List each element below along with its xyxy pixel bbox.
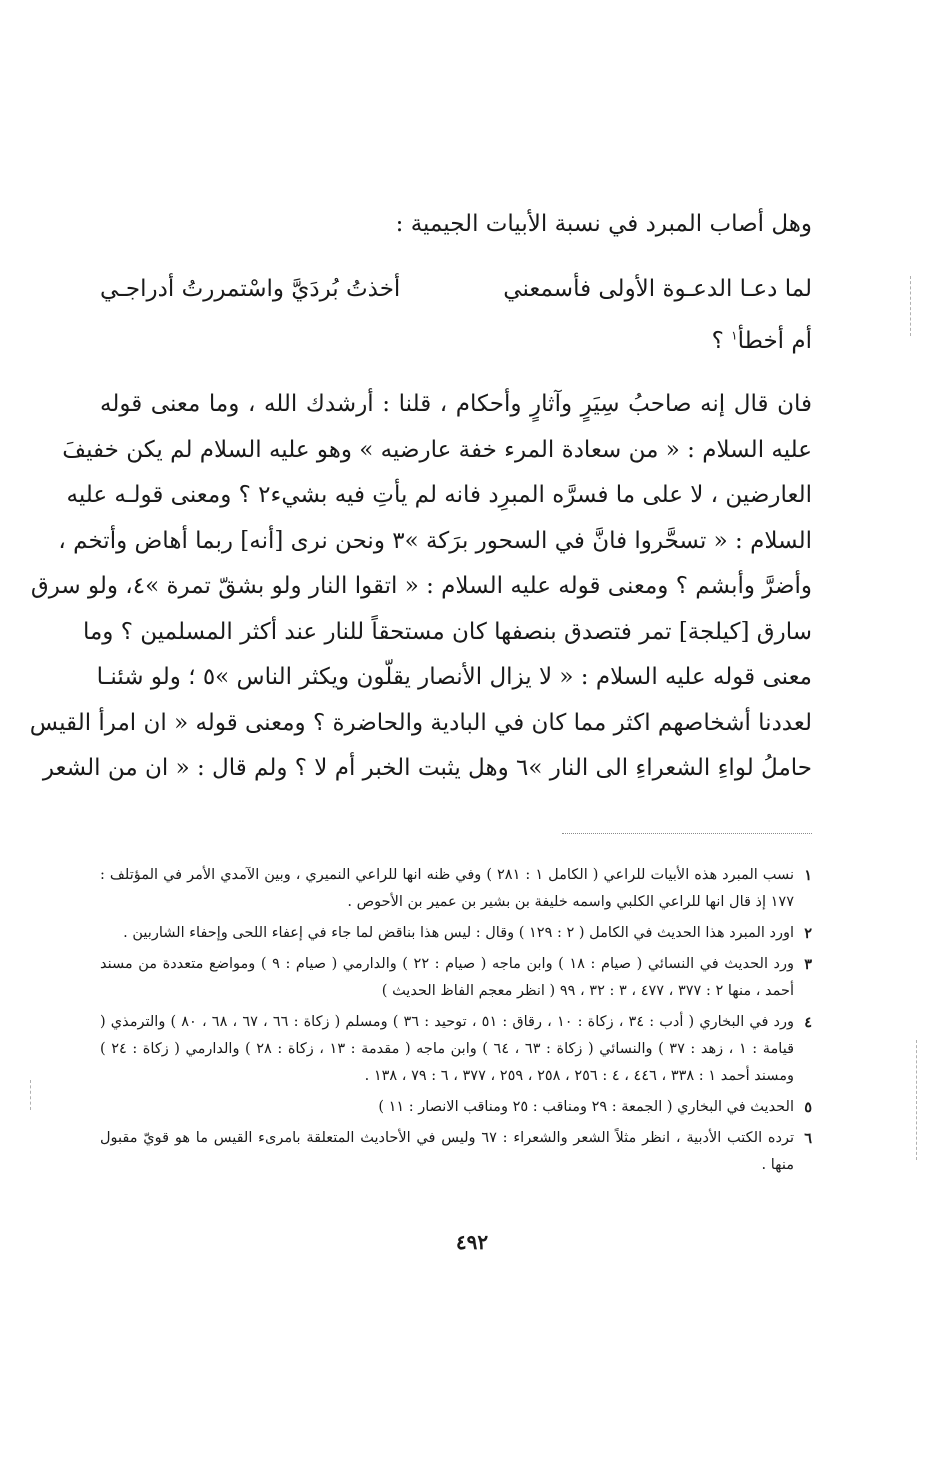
verse-tail-end: ؟ (711, 328, 732, 354)
poem-verse (100, 268, 812, 310)
paragraph-line: حاملُ لواءِ الشعراءِ الى النار »٦ وهل يثبت الخبر أم لا ؟ ولم قال : « ان من الشعر (42, 755, 812, 781)
scan-margin-mark (916, 1040, 917, 1160)
footnote-separator (562, 833, 812, 834)
footnote-text: الحديث في البخاري ( الجمعة : ٢٩ ومناقب : ٢٥ ومناقب الانصار : ١١ ) (378, 1099, 794, 1115)
footnote-number: ١ (804, 867, 812, 884)
paragraph-line: وأضرَّ وأبشم ؟ ومعنى قوله عليه السلام : « اتقوا النار ولو بشقّ تمرة »٤، ولو سرق (30, 573, 812, 599)
footnotes (100, 862, 812, 1183)
footnote-item (100, 1125, 812, 1179)
verse-tail-question (112, 320, 812, 362)
paragraph-line: العارضين ، لا على ما فسرَّه المبرِد فانه لم يأتِ فيه بشيء٢ ؟ ومعنى قولـه عليه (66, 482, 812, 508)
scan-margin-mark (910, 276, 911, 336)
footnote-item (100, 951, 812, 1005)
footnote-ref-1: ١ (731, 328, 738, 343)
footnote-text: اورد المبرد هذا الحديث في الكامل ( ٢ : ١٢٩ ) وقال : ليس هذا بناقض لما جاء في إعفاء اللحى وإحفاء الشاربين . (123, 925, 794, 941)
paragraph-line: لعددنا أشخاصهم اكثر مما كان في البادية والحاضرة ؟ ومعنى قوله « ان امرأ القيس (29, 709, 812, 736)
paragraph-line: السلام : « تسحَّروا فانَّ في السحور برَكة »٣ ونحن نرى [أنه] ربما أهاض وأتخم ، (58, 527, 812, 554)
footnote-item (100, 920, 812, 947)
footnote-text: ورد في البخاري ( أدب : ٣٤ ، زكاة : ١٠ ، رقاق : ٥١ ، توحيد : ٣٦ ) ومسلم ( زكاة : ٦٦ ، ٦٧ ، ٦٨ ، ٨٠ ) والترمذي ( قيامة : ١ ، زهد : ٣٧ ) والنسائي ( زكاة : ٦٣ ، ٦٤ ) وابن ماجه ( مقدمة : ١٣ ، زكاة : ٢٨ ) والدارمي ( زكاة : ٢٤ ) ومسند أحمد ١ : ٣٣٨ ، ٤٤٦ ، ٤ : ٢٥٦ ، ٢٥٨ ، ٢٥٩ ، ٣٧٧ ، ٦ : ٧٩ ، ١٣٨ . (100, 1014, 795, 1084)
verse-tail-text: أم أخطأ (737, 328, 812, 354)
footnote-item (100, 862, 812, 916)
verse-first-hemistich: لما دعـا الدعـوة الأولى فأسمعني (503, 276, 812, 302)
verse-second-hemistich: أخذتُ بُردَيَّ واسْتمررتُ أدراجـي (100, 276, 401, 302)
footnote-number: ٥ (804, 1099, 812, 1116)
paragraph-line: سارق [كيلجة] تمر فتصدق بنصفها كان مستحقاً للنار عند أكثر المسلمين ؟ وما (82, 618, 812, 645)
paragraph-line: معنى قوله عليه السلام : « لا يزال الأنصار يقلّون ويكثر الناس »٥ ؛ ولو شئنـا (96, 664, 812, 690)
intro-line: وهل أصاب المبرد في نسبة الأبيات الجيمية : (395, 211, 812, 237)
footnote-text: ترده الكتب الأدبية ، انظر مثلاً الشعر والشعراء : ٦٧ وليس في الأحاديث المتعلقة بامرىء القيس ما هو قويّ مقبول منها . (100, 1130, 794, 1173)
footnote-text: نسب المبرد هذه الأبيات للراعي ( الكامل ١ : ٢٨١ ) وفي ظنه انها للراعي النميري ، وبين الآمدي الأمر في المؤتلف : ١٧٧ إذ قال انها للراعي الكلبي واسمه خليفة بن بشير بن عمير بن الأحوص . (100, 867, 795, 910)
footnote-number: ٤ (804, 1014, 812, 1031)
footnote-number: ٦ (804, 1130, 812, 1147)
scan-margin-mark (30, 1080, 31, 1110)
footnote-number: ٢ (804, 925, 812, 942)
footnote-item (100, 1009, 812, 1090)
footnote-text: ورد الحديث في النسائي ( صيام : ١٨ ) وابن ماجه ( صيام : ٢٢ ) والدارمي ( صيام : ٩ ) ومواضع متعددة من مسند أحمد ، منها ٢ : ٣٧٧ ، ٤٧٧ ، ٣ : ٣٢ ، ٩٩ ( انظر معجم الفاظ الحديث ) (100, 956, 794, 999)
paragraph-line: عليه السلام : « من سعادة المرء خفة عارضيه » وهو عليه السلام لم يكن خفيفَ (62, 436, 812, 463)
page-number: ٤٩٢ (455, 1230, 489, 1254)
main-paragraph (29, 382, 812, 792)
footnote-item (100, 1094, 812, 1121)
paragraph-line: فان قال إنه صاحبُ سِيَرٍ وآثارٍ وأحكام ، قلنا : أرشدك الله ، وما معنى قوله (100, 391, 812, 417)
footnote-number: ٣ (804, 956, 812, 973)
